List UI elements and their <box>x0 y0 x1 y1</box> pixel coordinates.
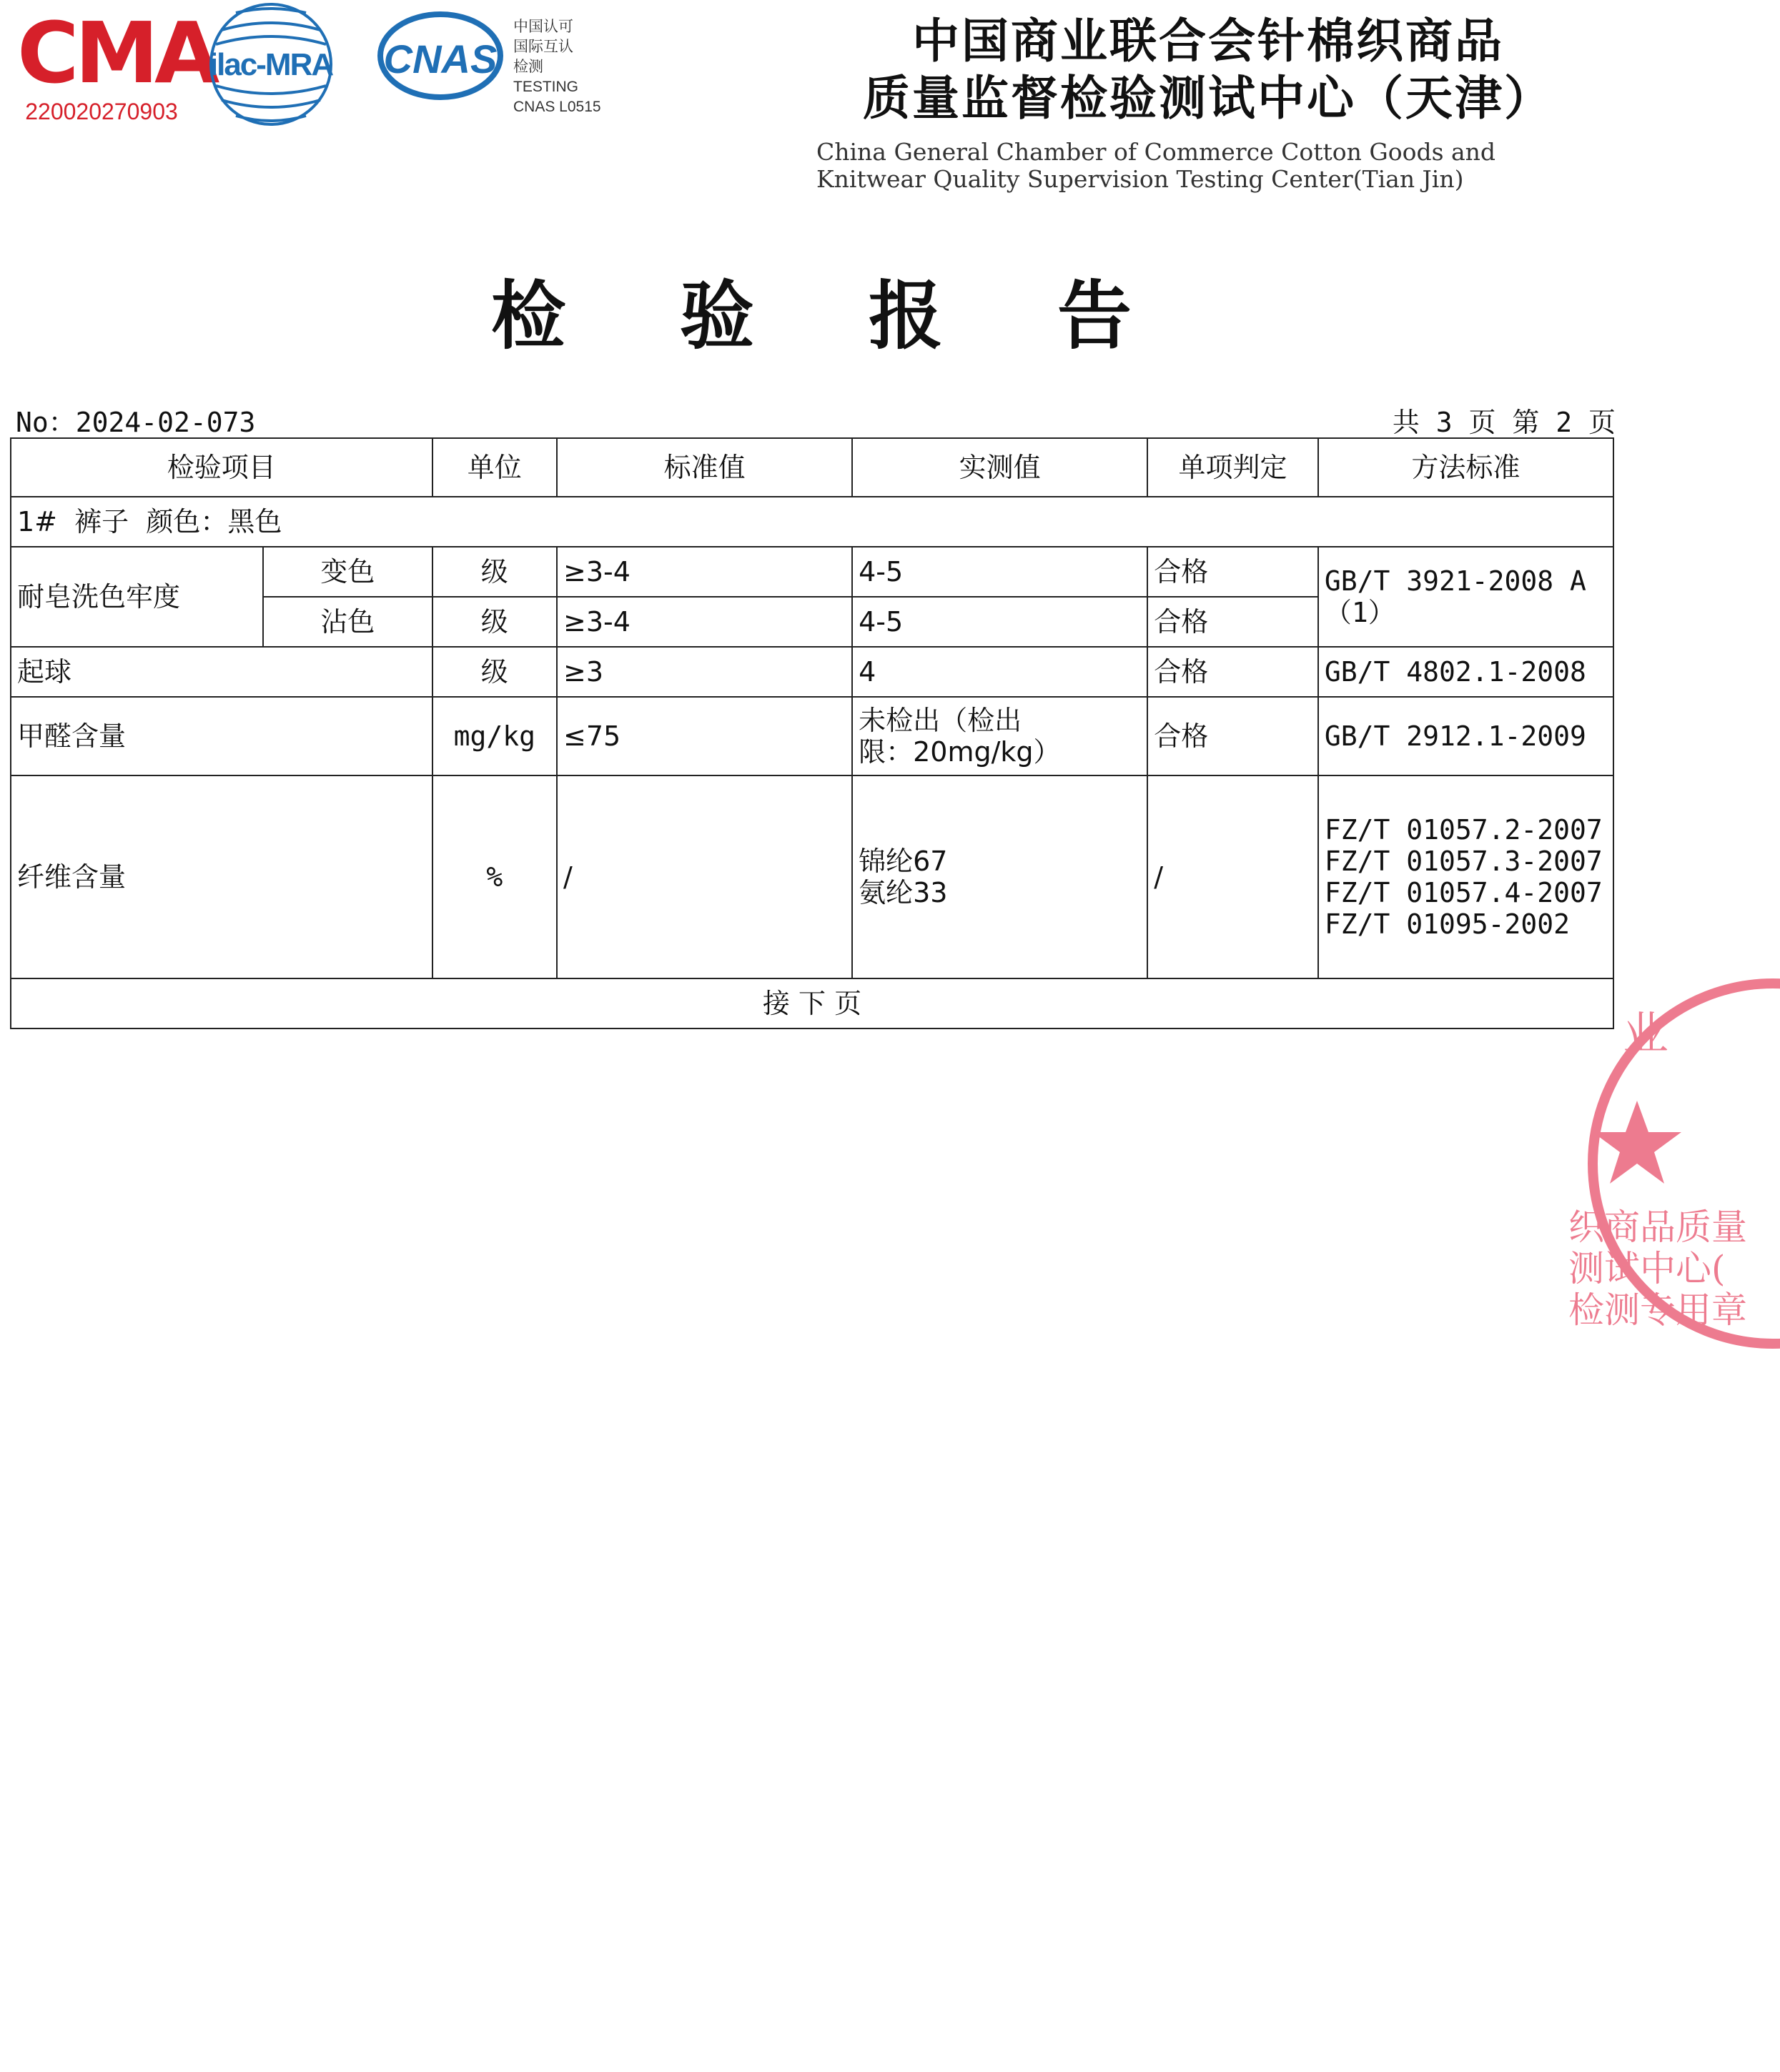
subitem-cell: 变色 <box>263 547 432 597</box>
standard-cell: ≥3-4 <box>557 547 852 597</box>
header-cell: 方法标准 <box>1318 438 1613 497</box>
method-cell: GB/T 2912.1-2009 <box>1318 697 1613 775</box>
verdict-cell: / <box>1147 775 1318 978</box>
cnas-caption <box>513 17 601 117</box>
cnas-caption-line: CNAS L0515 <box>513 99 601 115</box>
item-cell: 耐皂洗色牢度 <box>11 547 263 647</box>
continued-note: 接 下 页 <box>11 978 1613 1028</box>
table-row <box>11 697 1613 775</box>
measured-cell <box>852 697 1147 775</box>
ilac-mra-logo <box>207 1 335 127</box>
method-line: GB/T 3921-2008 A <box>1324 565 1586 597</box>
report-title: 检验报告 <box>490 272 1246 360</box>
cma-logo-word: CMA <box>17 4 216 102</box>
measured-line: 限：20mg/kg） <box>859 736 1061 768</box>
method-line: （1） <box>1324 597 1395 628</box>
header-cell: 检验项目 <box>11 438 432 497</box>
measured-line: 氨纶33 <box>859 877 948 908</box>
seal-star-icon <box>1593 1101 1681 1184</box>
method-line: FZ/T 01095-2002 <box>1324 908 1571 940</box>
cnas-word: CNAS <box>383 36 498 81</box>
unit-cell: % <box>432 775 557 978</box>
method-line: FZ/T 01057.2-2007 <box>1324 814 1603 846</box>
table-row <box>11 775 1613 978</box>
institution-name-en-line2: Knitwear Quality Supervision Testing Center(Tian Jin) <box>816 165 1464 193</box>
standard-cell: ≤75 <box>557 697 852 775</box>
results-table <box>10 437 1614 1029</box>
verdict-cell: 合格 <box>1147 597 1318 647</box>
table-row <box>11 547 1613 597</box>
measured-line: 未检出（检出 <box>859 705 1022 736</box>
header-cell: 单项判定 <box>1147 438 1318 497</box>
measured-line: 锦纶67 <box>859 846 948 877</box>
cnas-caption-line: 中国认可 <box>513 19 573 35</box>
header-cell: 标准值 <box>557 438 852 497</box>
cma-logo <box>17 4 216 124</box>
method-cell <box>1318 775 1613 978</box>
institution-name-cn-line2: 质量监督检验测试中心（天津） <box>863 71 1553 126</box>
institution-name-en-line1: China General Chamber of Commerce Cotton Goods and <box>816 138 1496 166</box>
cma-number: 220020270903 <box>25 99 178 124</box>
cnas-caption-line: TESTING <box>513 79 579 95</box>
item-cell: 甲醛含量 <box>11 697 432 775</box>
table-row <box>11 647 1613 697</box>
institution-name-en <box>816 139 1495 193</box>
subitem-cell: 沾色 <box>263 597 432 647</box>
table-header-row <box>11 438 1613 497</box>
page-indicator: 共 3 页 第 2 页 <box>1392 407 1616 438</box>
unit-cell: 级 <box>432 547 557 597</box>
table-footer-row <box>11 978 1613 1028</box>
institution-name-cn <box>822 13 1594 127</box>
seal-text-line2: 测试中心( <box>1568 1248 1726 1289</box>
unit-cell: 级 <box>432 647 557 697</box>
standard-cell: ≥3 <box>557 647 852 697</box>
sample-description: 1# 裤子 颜色：黑色 <box>11 497 1613 547</box>
standard-cell: / <box>557 775 852 978</box>
header-cell: 单位 <box>432 438 557 497</box>
cnas-logo <box>377 7 613 122</box>
method-cell: GB/T 4802.1-2008 <box>1318 647 1613 697</box>
verdict-cell: 合格 <box>1147 547 1318 597</box>
ilac-text: ilac-MRA <box>209 47 333 82</box>
measured-cell <box>852 775 1147 978</box>
seal-text-top: 业 <box>1623 1008 1668 1061</box>
seal-text-line3: 检测专用章 <box>1568 1289 1747 1331</box>
method-cell <box>1318 547 1613 647</box>
sample-row <box>11 497 1613 547</box>
report-number: No：2024-02-073 <box>16 407 256 438</box>
seal-text-line1: 织商品质量 <box>1568 1206 1747 1248</box>
item-cell: 纤维含量 <box>11 775 432 978</box>
measured-cell: 4-5 <box>852 597 1147 647</box>
verdict-cell: 合格 <box>1147 647 1318 697</box>
verdict-cell: 合格 <box>1147 697 1318 775</box>
method-line: FZ/T 01057.3-2007 <box>1324 846 1603 877</box>
measured-cell: 4-5 <box>852 547 1147 597</box>
cnas-caption-line: 国际互认 <box>513 39 573 55</box>
measured-cell: 4 <box>852 647 1147 697</box>
cnas-caption-line: 检测 <box>513 59 543 75</box>
unit-cell: 级 <box>432 597 557 647</box>
official-seal <box>1566 971 1780 1357</box>
unit-cell: mg/kg <box>432 697 557 775</box>
method-line: FZ/T 01057.4-2007 <box>1324 877 1603 908</box>
institution-name-cn-line1: 中国商业联合会针棉织商品 <box>912 14 1504 69</box>
item-cell: 起球 <box>11 647 432 697</box>
header-cell: 实测值 <box>852 438 1147 497</box>
standard-cell: ≥3-4 <box>557 597 852 647</box>
